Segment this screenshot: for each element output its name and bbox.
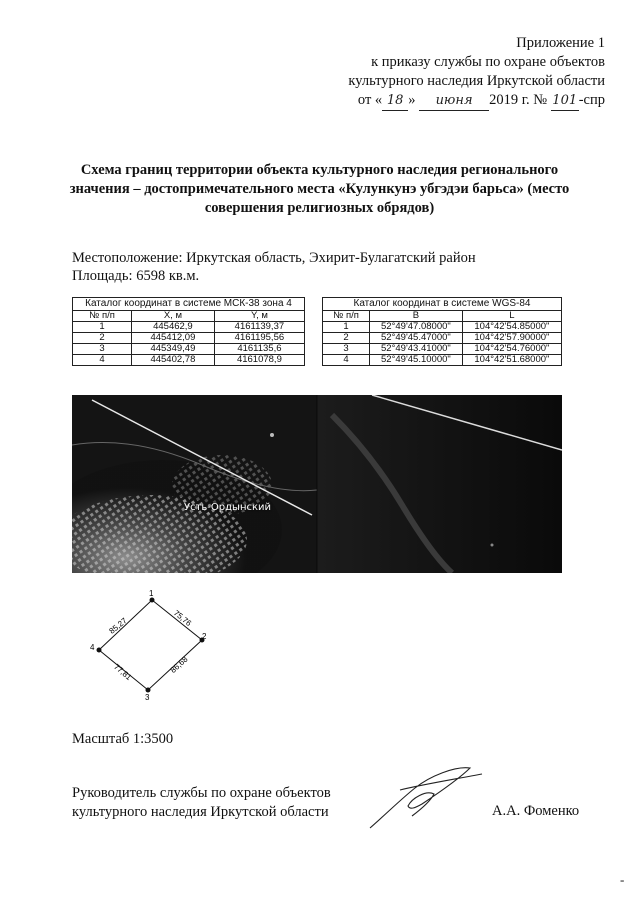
- edge-length: 77,81: [112, 662, 134, 682]
- table-caption: Каталог координат в системе МСК-38 зона 4: [73, 298, 305, 311]
- date-year: 2019 г. №: [489, 92, 548, 108]
- column-header: № п/п: [73, 311, 132, 322]
- title-line-3: совершения религиозных обрядов): [204, 200, 435, 216]
- title-line-2: значения – достопримечательного места «Кулункунэ убгэдэи барьса» (место: [69, 181, 570, 197]
- satellite-image: [72, 395, 562, 573]
- column-header: Y, м: [214, 311, 304, 322]
- table-row: [73, 322, 305, 333]
- table-cell: 445462,9: [132, 322, 215, 333]
- appendix-line-3: культурного наследия Иркутской области: [348, 73, 605, 89]
- table-row: [73, 344, 305, 355]
- edge-length: 86,68: [168, 654, 190, 675]
- table-cell: 445412,09: [132, 333, 215, 344]
- table-cell: 3: [73, 344, 132, 355]
- table-row: [323, 344, 562, 355]
- date-month: июня: [419, 91, 489, 111]
- handwritten-signature: [360, 760, 490, 830]
- table-cell: 2: [73, 333, 132, 344]
- location-text: Местоположение: Иркутская область, Эхирит-Булагатский район: [72, 250, 476, 266]
- table-cell: 4161135,6: [214, 344, 304, 355]
- appendix-line-2: к приказу службы по охране объектов: [371, 54, 605, 70]
- appendix-date-line: [348, 91, 605, 111]
- table-cell: 1: [323, 322, 370, 333]
- table-cell: 52°49'47.08000": [370, 322, 463, 333]
- table-cell: 104°42'57.90000": [462, 333, 561, 344]
- title-line-1: Схема границ территории объекта культурного наследия регионального: [80, 162, 559, 178]
- table-cell: 1: [73, 322, 132, 333]
- signatory-line-2: культурного наследия Иркутской области: [72, 804, 329, 820]
- table-cell: 4: [73, 355, 132, 366]
- appendix-line-1: Приложение 1: [516, 35, 605, 51]
- column-header: № п/п: [323, 311, 370, 322]
- point-label: 2: [202, 632, 207, 641]
- table-cell: 104°42'54.76000": [462, 344, 561, 355]
- table-row: [73, 333, 305, 344]
- table-cell: 2: [323, 333, 370, 344]
- signatory-line-1: Руководитель службы по охране объектов: [72, 785, 331, 801]
- document-title: [50, 161, 589, 218]
- point-label: 1: [149, 590, 154, 598]
- table-cell: 4161139,37: [214, 322, 304, 333]
- order-number: 101: [551, 91, 579, 111]
- order-suffix: -спр: [578, 92, 605, 108]
- table-cell: 4: [323, 355, 370, 366]
- table-cell: 104°42'54.85000": [462, 322, 561, 333]
- date-prefix: от «: [357, 92, 383, 108]
- scale-text: Масштаб 1:3500: [72, 731, 174, 747]
- satellite-map: [72, 395, 562, 573]
- table-cell: 4161078,9: [214, 355, 304, 366]
- table-cell: 4161195,56: [214, 333, 304, 344]
- table-row: [323, 355, 562, 366]
- table-caption: Каталог координат в системе WGS-84: [323, 298, 562, 311]
- point-label: 3: [145, 693, 150, 700]
- table-cell: 52°49'45.47000": [370, 333, 463, 344]
- appendix-header: [348, 34, 605, 111]
- column-header: X, м: [132, 311, 215, 322]
- edge-length: 85,27: [107, 616, 129, 636]
- map-label: Усть-Ордынский: [184, 502, 272, 513]
- boundary-point: [150, 598, 155, 603]
- table-row: [73, 355, 305, 366]
- table-cell: 3: [323, 344, 370, 355]
- table-cell: 52°49'45.10000": [370, 355, 463, 366]
- table-cell: 445349,49: [132, 344, 215, 355]
- corner-mark: -: [620, 872, 625, 887]
- coordinates-table-msk: [72, 297, 305, 366]
- date-day: 18: [382, 91, 408, 111]
- boundary-point: [146, 688, 151, 693]
- location-block: [72, 249, 476, 285]
- boundary-scheme: [86, 590, 216, 700]
- edge-length: 75,76: [171, 608, 194, 629]
- signatory-position: [72, 784, 331, 822]
- signatory-name: А.А. Фоменко: [492, 803, 580, 819]
- column-header: L: [462, 311, 561, 322]
- area-text: Площадь: 6598 кв.м.: [72, 268, 200, 284]
- point-label: 4: [90, 643, 95, 652]
- table-row: [323, 322, 562, 333]
- table-cell: 104°42'51.68000": [462, 355, 561, 366]
- table-row: [323, 333, 562, 344]
- boundary-point: [97, 648, 102, 653]
- table-cell: 445402,78: [132, 355, 215, 366]
- column-header: B: [370, 311, 463, 322]
- table-cell: 52°49'43.41000": [370, 344, 463, 355]
- coordinates-table-wgs: [322, 297, 562, 366]
- date-mid: »: [408, 92, 416, 108]
